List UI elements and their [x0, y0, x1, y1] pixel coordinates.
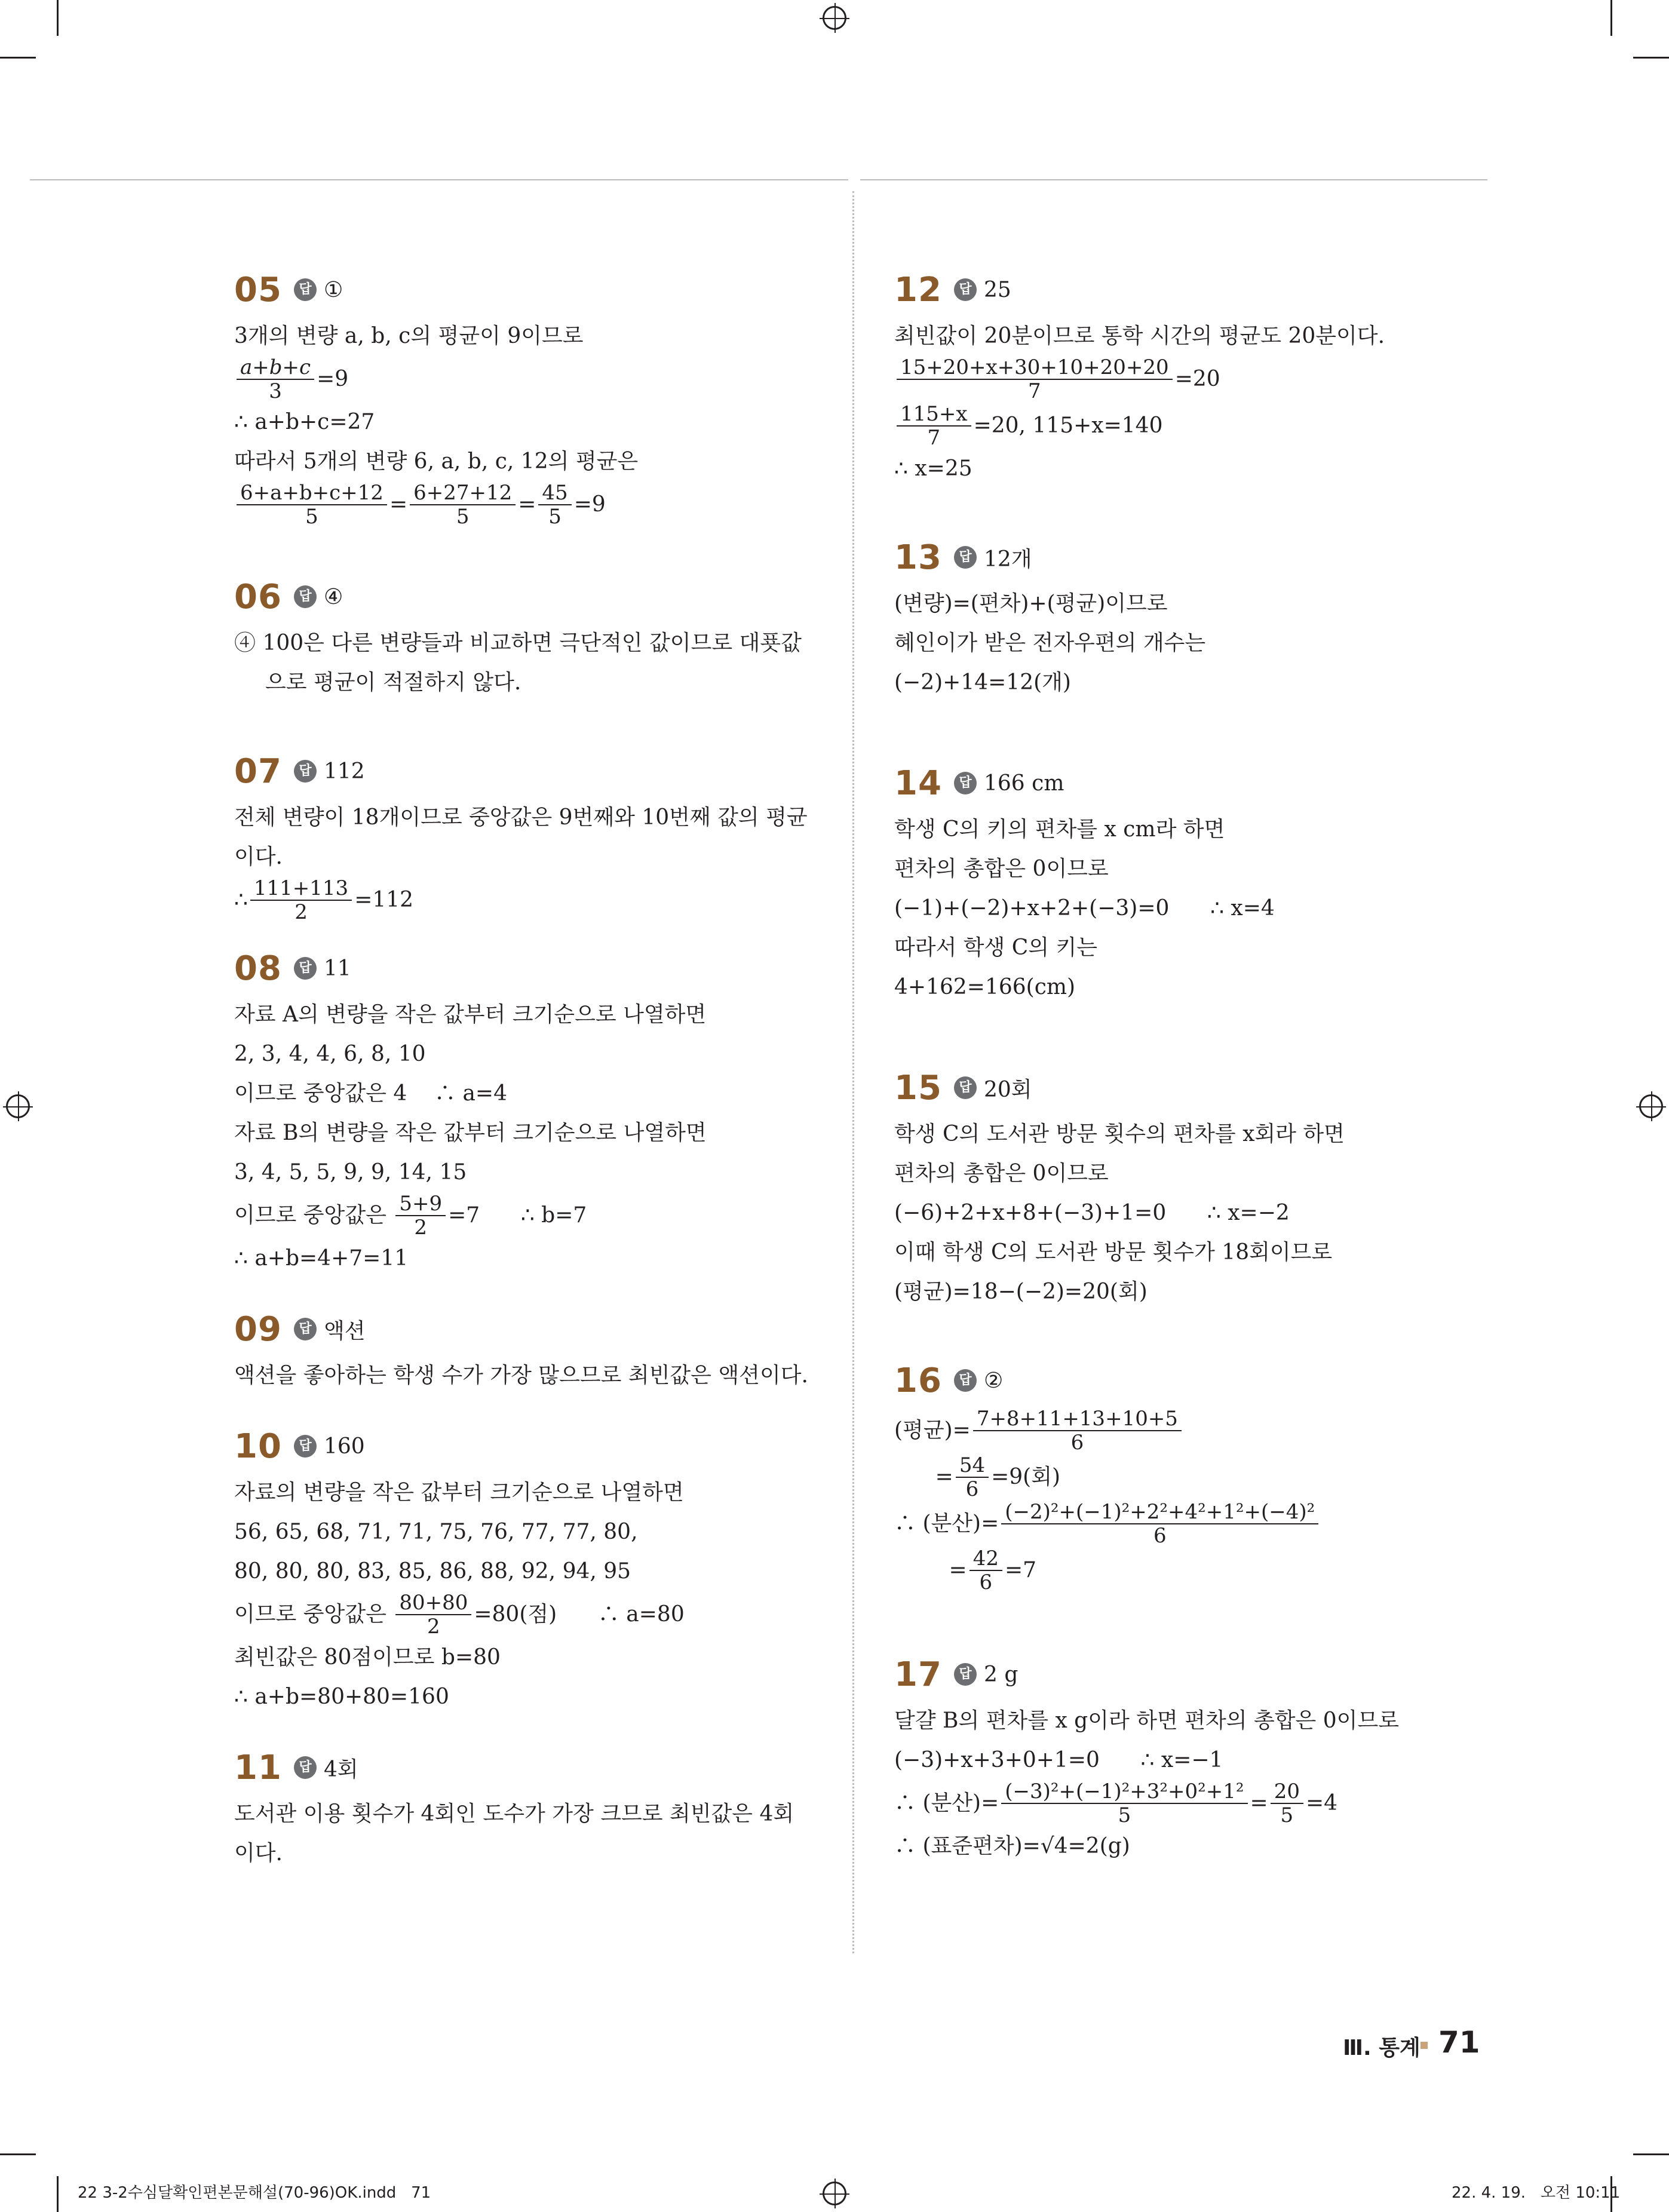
fraction-numerator: 6+27+12	[410, 481, 516, 505]
answer-badge-icon: 답	[294, 1435, 317, 1458]
crop-mark	[0, 57, 36, 59]
crop-mark	[1610, 0, 1612, 36]
top-rule	[30, 179, 848, 180]
fraction-denominator: 5	[456, 505, 470, 529]
answer-value: 2 g	[984, 1662, 1018, 1687]
problem	[234, 941, 832, 1278]
solution-line: 80, 80, 80, 83, 85, 86, 88, 92, 94, 95	[234, 1559, 631, 1584]
solution-line: ∴ (분산)= $\frac{\text{(−3)²+(−1)²+3²+0²+1²}}{5}$ = $\frac{20}{5}$ =4	[894, 1780, 1338, 1827]
fraction-numerator: 111+113	[250, 877, 352, 901]
fraction-denominator: 2	[427, 1615, 440, 1639]
answer-badge-icon: 답	[954, 1663, 977, 1686]
equation-head: 이므로 중앙값은	[234, 1602, 394, 1627]
equation-tail: =9	[573, 492, 606, 517]
fraction-numerator: 42	[970, 1547, 1002, 1571]
problem	[234, 1302, 832, 1395]
solution-line: ∴ x=25	[894, 456, 972, 481]
crop-mark	[1633, 2153, 1669, 2155]
answer-badge-icon: 답	[294, 1756, 317, 1779]
fraction-numerator: a+b+c	[237, 356, 314, 380]
equation-head: ∴ (분산)=	[894, 1791, 999, 1815]
fraction-denominator: 7	[927, 426, 941, 450]
equation-tail: =20	[1174, 367, 1220, 391]
solution-line: 전체 변량이 18개이므로 중앙값은 9번째와 10번째 값의 평균	[234, 805, 808, 830]
problem-number: 09	[234, 1309, 282, 1349]
solution-line: 이때 학생 C의 도서관 방문 횟수가 18회이므로	[894, 1240, 1333, 1265]
page-number: 71	[1438, 2025, 1480, 2060]
solution-line: ∴ a+b=80+80=160	[234, 1685, 449, 1709]
solution-line: (−3)+x+3+0+1=0 ∴ x=−1	[894, 1748, 1223, 1772]
equation-head: =	[894, 1558, 967, 1582]
solution-line: 최빈값은 80점이므로 b=80	[234, 1645, 501, 1670]
crop-mark	[0, 2153, 36, 2155]
answer-badge-icon: 답	[954, 278, 977, 301]
answer-value: 11	[324, 956, 351, 981]
crop-mark	[1633, 57, 1669, 59]
registration-mark-icon	[823, 2182, 846, 2205]
equation-head: ∴ (분산)=	[894, 1511, 999, 1536]
right-column	[894, 263, 1492, 1866]
footer-square-icon	[1421, 2042, 1428, 2049]
problem	[894, 756, 1492, 1007]
equation-tail: =112	[354, 888, 414, 912]
fraction-numerator: 45	[538, 481, 571, 505]
problem-number: 14	[894, 763, 942, 803]
answer-badge-icon: 답	[294, 585, 317, 608]
fraction-numerator: 15+20+x+30+10+20+20	[897, 356, 1173, 380]
problem	[234, 1741, 832, 1873]
fraction-denominator: 6	[1070, 1431, 1084, 1455]
solution-line: 56, 65, 68, 71, 71, 75, 76, 77, 77, 80,	[234, 1520, 638, 1544]
solution-line: 자료 A의 변량을 작은 값부터 크기순으로 나열하면	[234, 1002, 707, 1027]
solution-line: ∴ a+b+c=27	[234, 410, 375, 434]
solution-line: $\frac{6+a+b+c+12}{5}$ = $\frac{6+27+12}{5}$ = $\frac{45}{5}$ =9	[234, 481, 832, 528]
fraction-numerator: (−2)²+(−1)²+2²+4²+1²+(−4)²	[1001, 1501, 1318, 1524]
solution-line: 이다.	[234, 845, 283, 869]
answer-value: 160	[324, 1434, 365, 1459]
answer-badge-icon: 답	[954, 546, 977, 569]
equation-tail: =4	[1305, 1791, 1338, 1815]
problem	[894, 1061, 1492, 1312]
fraction-numerator: 54	[956, 1454, 989, 1478]
fraction-numerator: 7+8+11+13+10+5	[973, 1407, 1182, 1431]
top-rule	[860, 179, 1487, 180]
solution-line: 자료 B의 변량을 작은 값부터 크기순으로 나열하면	[234, 1121, 707, 1145]
solution-line: 학생 C의 도서관 방문 횟수의 편차를 x회라 하면	[894, 1122, 1345, 1146]
equation-tail: =7	[1004, 1558, 1037, 1582]
solution-line	[234, 1192, 832, 1239]
fraction-denominator: 2	[294, 900, 308, 924]
section-title: Ⅲ. 통계	[1343, 2036, 1421, 2060]
solution-line: 따라서 5개의 변량 6, a, b, c, 12의 평균은	[234, 449, 639, 474]
column-divider	[852, 191, 854, 1953]
problem	[894, 1648, 1492, 1866]
fraction-denominator: 6	[1153, 1524, 1167, 1548]
solution-line	[894, 1501, 1492, 1547]
problem-number: 12	[894, 270, 942, 309]
solution-line	[234, 1591, 832, 1638]
registration-mark-icon	[1639, 1094, 1663, 1118]
solution-line: 2, 3, 4, 4, 6, 8, 10	[234, 1042, 426, 1066]
solution-line: 이다.	[234, 1841, 283, 1866]
answer-value: 25	[984, 277, 1011, 302]
solution-line	[894, 403, 1492, 449]
answer-value: 12개	[984, 547, 1032, 572]
answer-value: 112	[324, 759, 365, 784]
answer-value: ②	[984, 1368, 1004, 1393]
fraction-denominator: 6	[979, 1570, 993, 1594]
fraction-numerator: 5+9	[395, 1192, 446, 1216]
solution-line: (−2)+14=12(개)	[894, 670, 1071, 695]
answer-value: 20회	[984, 1077, 1032, 1102]
answer-badge-icon: 답	[294, 760, 317, 783]
solution-line: 으로 평균이 적절하지 않다.	[265, 670, 521, 695]
problem	[234, 744, 832, 924]
equation-tail: =9(회)	[991, 1465, 1061, 1489]
answer-badge-icon: 답	[294, 957, 317, 980]
answer-value: ④	[324, 584, 343, 609]
answer-badge-icon: 답	[954, 772, 977, 794]
fraction-denominator: 7	[1028, 379, 1041, 403]
equation-tail: =9	[317, 367, 349, 391]
fraction-denominator: 5	[1118, 1803, 1131, 1827]
equation-head: (평균)=	[894, 1418, 971, 1443]
solution-line: 도서관 이용 횟수가 4회인 도수가 가장 크므로 최빈값은 4회	[234, 1802, 794, 1826]
fraction-numerator: 80+80	[395, 1591, 471, 1615]
solution-line: 3개의 변량 a, b, c의 평균이 9이므로	[234, 324, 584, 348]
solution-line: 달걀 B의 편차를 x g이라 하면 편차의 총합은 0이므로	[894, 1708, 1399, 1733]
print-slug-date: 22. 4. 19. 오전 10:11	[1452, 2184, 1621, 2202]
problem	[234, 570, 832, 702]
solution-line: 편차의 총합은 0이므로	[894, 1161, 1109, 1186]
solution-line	[234, 356, 832, 403]
registration-mark-icon	[823, 6, 846, 30]
registration-mark-icon	[6, 1094, 30, 1118]
problem-number: 11	[234, 1748, 282, 1787]
crop-mark	[57, 0, 59, 36]
solution-line	[894, 1407, 1492, 1454]
equation-head: =	[894, 1465, 953, 1489]
fraction-numerator: 20	[1271, 1780, 1303, 1804]
left-column	[234, 263, 832, 1873]
fraction-numerator: 115+x	[897, 403, 971, 427]
answer-badge-icon: 답	[294, 278, 317, 301]
solution-line	[894, 356, 1492, 403]
problem-number: 17	[894, 1655, 942, 1694]
problem-number: 13	[894, 538, 942, 577]
solution-line: 자료의 변량을 작은 값부터 크기순으로 나열하면	[234, 1480, 684, 1505]
problem	[234, 263, 832, 528]
fraction-denominator: 6	[965, 1477, 979, 1501]
problem-number: 05	[234, 270, 282, 309]
solution-line: (평균)=18−(−2)=20(회)	[894, 1280, 1148, 1304]
answer-value: 액션	[324, 1318, 366, 1343]
solution-line	[234, 877, 832, 924]
equation-tail: =80(점) ∴ a=80	[474, 1602, 685, 1627]
solution-line: (변량)=(편차)+(평균)이므로	[894, 591, 1168, 616]
problem-number: 15	[894, 1068, 942, 1107]
solution-line: ④ 100은 다른 변량들과 비교하면 극단적인 값이므로 대푯값	[234, 631, 802, 655]
equation-head: 이므로 중앙값은	[234, 1203, 394, 1228]
problem-number: 10	[234, 1426, 282, 1466]
problem	[234, 1419, 832, 1717]
problem-number: 08	[234, 949, 282, 988]
solution-line: 편차의 총합은 0이므로	[894, 857, 1109, 881]
solution-line: 최빈값이 20분이므로 통학 시간의 평균도 20분이다.	[894, 324, 1385, 348]
problem	[894, 263, 1492, 489]
problem	[894, 1354, 1492, 1594]
answer-value: ①	[324, 277, 343, 302]
solution-line: 혜인이가 받은 전자우편의 개수는	[894, 631, 1206, 655]
equation-tail: =20, 115+x=140	[973, 413, 1163, 438]
fraction-numerator: 6+a+b+c+12	[237, 481, 387, 505]
solution-line: 3, 4, 5, 5, 9, 9, 14, 15	[234, 1160, 467, 1185]
fraction-denominator: 5	[305, 505, 318, 529]
fraction-numerator: (−3)²+(−1)²+3²+0²+1²	[1001, 1780, 1247, 1804]
problem	[894, 530, 1492, 702]
fraction-denominator: 2	[414, 1216, 428, 1240]
solution-line: ∴ (표준편차)=√4=2(g)	[894, 1834, 1130, 1858]
solution-line: ∴ a+b=4+7=11	[234, 1246, 409, 1271]
equation-tail: =7 ∴ b=7	[448, 1203, 587, 1228]
solution-line	[894, 1454, 1492, 1501]
solution-line: 4+162=166(cm)	[894, 975, 1076, 999]
fraction-denominator: 3	[269, 379, 282, 403]
answer-value: 166 cm	[984, 771, 1064, 796]
equation-head: ∴	[234, 888, 248, 912]
solution-line: 따라서 학생 C의 키는	[894, 935, 1098, 960]
solution-line: 이므로 중앙값은 4 ∴ a=4	[234, 1081, 507, 1106]
solution-line	[894, 1547, 1492, 1594]
answer-value: 4회	[324, 1757, 358, 1782]
solution-line: 액션을 좋아하는 학생 수가 가장 많으므로 최빈값은 액션이다.	[234, 1363, 808, 1388]
solution-line: (−6)+2+x+8+(−3)+1=0 ∴ x=−2	[894, 1201, 1290, 1225]
print-slug-file: 22 3-2수심달확인편본문해설(70-96)OK.indd 71	[78, 2184, 431, 2202]
problem-number: 06	[234, 577, 282, 616]
problem-number: 07	[234, 751, 282, 791]
crop-mark	[57, 2176, 59, 2212]
fraction-denominator: 5	[1280, 1803, 1294, 1827]
problem-number: 16	[894, 1361, 942, 1400]
answer-badge-icon: 답	[294, 1318, 317, 1340]
solution-line: 학생 C의 키의 편차를 x cm라 하면	[894, 817, 1225, 842]
fraction-denominator: 5	[548, 505, 562, 529]
answer-badge-icon: 답	[954, 1076, 977, 1099]
solution-line: (−1)+(−2)+x+2+(−3)=0 ∴ x=4	[894, 896, 1275, 921]
answer-badge-icon: 답	[954, 1369, 977, 1392]
